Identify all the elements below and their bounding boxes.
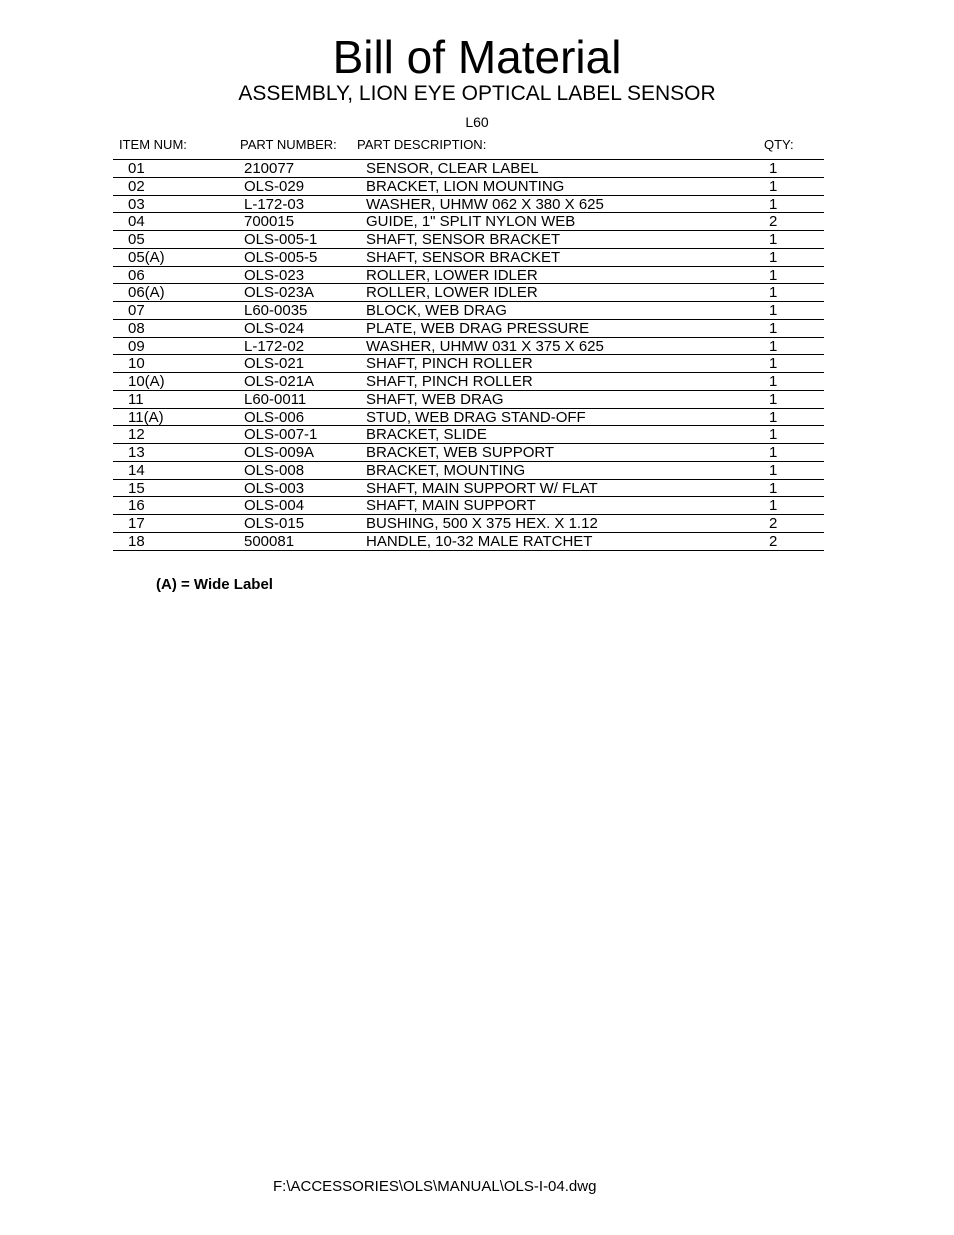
cell-qty: 1 bbox=[769, 390, 778, 408]
cell-qty: 1 bbox=[769, 195, 778, 213]
cell-part-description: SHAFT, SENSOR BRACKET bbox=[366, 248, 561, 266]
table-row bbox=[113, 496, 824, 514]
cell-item-num: 06 bbox=[128, 266, 145, 284]
cell-part-description: SHAFT, PINCH ROLLER bbox=[366, 355, 533, 373]
cell-part-description: HANDLE, 10-32 MALE RATCHET bbox=[366, 532, 593, 550]
cell-item-num: 05(A) bbox=[128, 248, 165, 266]
cell-item-num: 08 bbox=[128, 319, 145, 337]
cell-item-num: 10(A) bbox=[128, 373, 165, 390]
cell-qty: 1 bbox=[769, 461, 778, 479]
cell-item-num: 18 bbox=[128, 532, 145, 550]
cell-part-number: OLS-008 bbox=[244, 461, 305, 479]
header-qty: QTY: bbox=[764, 137, 794, 152]
table-row bbox=[113, 408, 824, 426]
cell-qty: 1 bbox=[769, 248, 778, 266]
cell-item-num: 11 bbox=[128, 390, 144, 408]
cell-part-number: OLS-021 bbox=[244, 355, 305, 373]
cell-part-number: L-172-02 bbox=[244, 337, 305, 355]
cell-part-number: OLS-024 bbox=[244, 319, 305, 337]
bom-table bbox=[113, 159, 824, 551]
cell-item-num: 05 bbox=[128, 231, 145, 248]
header-part-number: PART NUMBER: bbox=[240, 137, 337, 152]
cell-part-number: OLS-023A bbox=[244, 284, 315, 302]
cell-part-description: GUIDE, 1" SPLIT NYLON WEB bbox=[366, 213, 576, 231]
cell-part-number: 500081 bbox=[244, 532, 295, 550]
cell-part-number: OLS-023 bbox=[244, 266, 305, 284]
cell-qty: 1 bbox=[769, 426, 778, 444]
cell-item-num: 04 bbox=[128, 213, 145, 231]
cell-qty: 1 bbox=[769, 177, 778, 195]
table-row bbox=[113, 532, 824, 551]
cell-item-num: 09 bbox=[128, 337, 145, 355]
cell-part-description: PLATE, WEB DRAG PRESSURE bbox=[366, 319, 590, 337]
table-row bbox=[113, 443, 824, 461]
table-row bbox=[113, 177, 824, 195]
cell-item-num: 03 bbox=[128, 195, 145, 213]
cell-part-description: SENSOR, CLEAR LABEL bbox=[366, 160, 539, 177]
cell-qty: 1 bbox=[769, 408, 778, 426]
cell-qty: 1 bbox=[769, 284, 778, 302]
table-row bbox=[113, 248, 824, 266]
table-row bbox=[113, 337, 824, 355]
cell-part-description: BRACKET, SLIDE bbox=[366, 426, 487, 444]
cell-item-num: 07 bbox=[128, 302, 145, 319]
table-header bbox=[0, 136, 954, 154]
cell-part-description: WASHER, UHMW 031 X 375 X 625 bbox=[366, 337, 604, 355]
cell-part-description: SHAFT, MAIN SUPPORT W/ FLAT bbox=[366, 479, 598, 497]
table-row bbox=[113, 390, 824, 408]
header-part-description: PART DESCRIPTION: bbox=[357, 137, 487, 152]
table-row bbox=[113, 372, 824, 390]
cell-part-description: STUD, WEB DRAG STAND-OFF bbox=[366, 408, 586, 426]
table-row bbox=[113, 283, 824, 301]
cell-qty: 1 bbox=[769, 337, 778, 355]
table-row bbox=[113, 212, 824, 230]
cell-part-description: BRACKET, WEB SUPPORT bbox=[366, 444, 555, 461]
cell-part-number: OLS-009A bbox=[244, 444, 315, 461]
table-row bbox=[113, 354, 824, 372]
cell-item-num: 16 bbox=[128, 497, 145, 515]
file-path-footer: F:\ACCESSORIES\OLS\MANUAL\OLS-I-04.dwg bbox=[273, 1178, 597, 1195]
cell-qty: 1 bbox=[769, 160, 778, 177]
cell-part-description: SHAFT, WEB DRAG bbox=[366, 390, 504, 408]
table-row bbox=[113, 159, 824, 177]
cell-part-description: ROLLER, LOWER IDLER bbox=[366, 284, 538, 302]
table-row bbox=[113, 230, 824, 248]
table-row bbox=[113, 461, 824, 479]
cell-part-number: OLS-004 bbox=[244, 497, 305, 515]
cell-qty: 1 bbox=[769, 497, 778, 515]
cell-item-num: 12 bbox=[128, 426, 145, 444]
cell-part-number: OLS-007-1 bbox=[244, 426, 318, 444]
model-number: L60 bbox=[465, 114, 489, 130]
cell-part-number: OLS-005-1 bbox=[244, 231, 318, 248]
cell-part-description: BRACKET, MOUNTING bbox=[366, 461, 526, 479]
cell-item-num: 13 bbox=[128, 444, 145, 461]
cell-part-description: SHAFT, PINCH ROLLER bbox=[366, 373, 533, 390]
cell-part-number: 700015 bbox=[244, 213, 295, 231]
cell-qty: 1 bbox=[769, 266, 778, 284]
cell-qty: 1 bbox=[769, 444, 778, 461]
cell-part-description: ROLLER, LOWER IDLER bbox=[366, 266, 538, 284]
cell-qty: 2 bbox=[769, 532, 778, 550]
table-row bbox=[113, 425, 824, 443]
table-row bbox=[113, 266, 824, 284]
cell-qty: 2 bbox=[769, 515, 778, 532]
table-row bbox=[113, 301, 824, 319]
assembly-subtitle: ASSEMBLY, LION EYE OPTICAL LABEL SENSOR bbox=[238, 82, 716, 105]
cell-item-num: 02 bbox=[128, 177, 145, 195]
cell-part-number: OLS-021A bbox=[244, 373, 315, 390]
cell-part-description: BRACKET, LION MOUNTING bbox=[366, 177, 565, 195]
cell-qty: 1 bbox=[769, 373, 778, 390]
cell-qty: 1 bbox=[769, 319, 778, 337]
table-row bbox=[113, 195, 824, 213]
cell-item-num: 17 bbox=[128, 515, 145, 532]
cell-part-number: L60-0011 bbox=[244, 390, 307, 408]
table-row bbox=[113, 319, 824, 337]
cell-qty: 1 bbox=[769, 302, 778, 319]
cell-part-description: BUSHING, 500 X 375 HEX. X 1.12 bbox=[366, 515, 598, 532]
cell-item-num: 10 bbox=[128, 355, 145, 373]
wide-label-note: (A) = Wide Label bbox=[156, 576, 273, 593]
cell-item-num: 01 bbox=[128, 160, 145, 177]
cell-part-description: SHAFT, MAIN SUPPORT bbox=[366, 497, 536, 515]
cell-item-num: 14 bbox=[128, 461, 145, 479]
cell-part-number: OLS-015 bbox=[244, 515, 305, 532]
cell-qty: 1 bbox=[769, 355, 778, 373]
cell-part-number: L-172-03 bbox=[244, 195, 305, 213]
cell-qty: 1 bbox=[769, 231, 778, 248]
cell-item-num: 15 bbox=[128, 479, 145, 497]
cell-item-num: 06(A) bbox=[128, 284, 165, 302]
cell-part-number: OLS-006 bbox=[244, 408, 305, 426]
cell-part-number: OLS-029 bbox=[244, 177, 305, 195]
cell-part-description: SHAFT, SENSOR BRACKET bbox=[366, 231, 561, 248]
cell-part-description: WASHER, UHMW 062 X 380 X 625 bbox=[366, 195, 604, 213]
cell-part-description: BLOCK, WEB DRAG bbox=[366, 302, 507, 319]
cell-part-number: 210077 bbox=[244, 160, 295, 177]
cell-qty: 1 bbox=[769, 479, 778, 497]
table-row bbox=[113, 514, 824, 532]
cell-part-number: OLS-005-5 bbox=[244, 248, 318, 266]
cell-part-number: L60-0035 bbox=[244, 302, 308, 319]
cell-qty: 2 bbox=[769, 213, 778, 231]
header-item-num: ITEM NUM: bbox=[119, 137, 187, 152]
cell-part-number: OLS-003 bbox=[244, 479, 305, 497]
cell-item-num: 11(A) bbox=[128, 408, 164, 426]
table-row bbox=[113, 479, 824, 497]
page-title: Bill of Material bbox=[332, 31, 622, 83]
